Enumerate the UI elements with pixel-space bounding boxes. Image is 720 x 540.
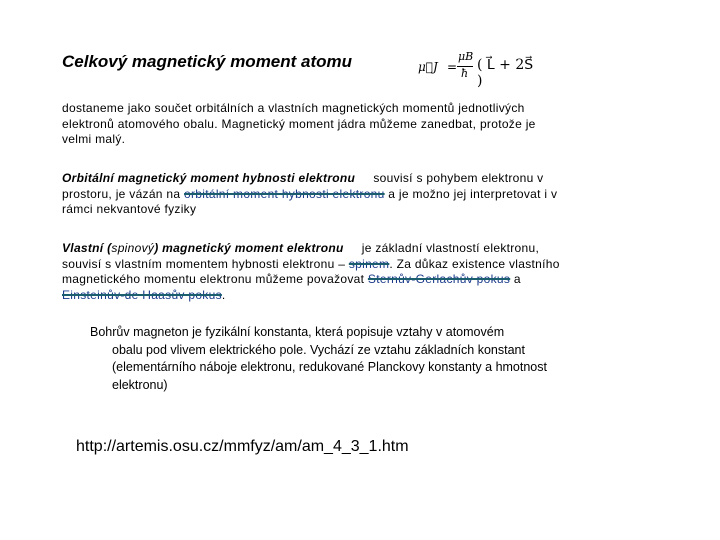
page-title: Celkový magnetický moment atomu xyxy=(62,52,353,71)
source-url[interactable]: http://artemis.osu.cz/mmfyz/am/am_4_3_1.htm xyxy=(76,438,409,455)
paragraph-spin-moment xyxy=(62,241,562,303)
spin-text-3: a xyxy=(513,272,521,286)
bohr-line-1: Bohrův magneton je fyzikální konstanta, která popisuje vztahy v atomovém xyxy=(90,325,505,339)
spin-text-4: . xyxy=(221,287,226,302)
orbital-moment-heading: Orbitální magnetický moment hybnosti elektronu xyxy=(62,171,356,185)
formula-denominator: ħ xyxy=(461,67,469,80)
bohr-rest: obalu pod vlivem elektrického pole. Vychází ze vztahu základních konstant (elementárního náboje elektronu, redukované Planckovy konstanty a hmotnost elektronu) xyxy=(112,342,547,392)
magnetic-moment-formula xyxy=(414,50,534,89)
spin-heading-a: Vlastní ( xyxy=(62,241,112,255)
spin-heading-b: spinový xyxy=(111,241,155,255)
spin-text-2: . Za důkaz existence vlastního magnetického momentu elektronu můžeme považovat xyxy=(62,256,560,286)
spin-text-1: je základní vlastností elektronu, souvisí s vlastním momentem hybnosti elektronu – xyxy=(62,241,540,271)
stern-gerlach-link[interactable]: Sternův-Gerlachův pokus xyxy=(367,272,511,286)
formula-lhs: μ⃗J xyxy=(418,60,438,74)
formula-numerator: μB xyxy=(458,50,474,63)
paragraph-bohr-magneton xyxy=(90,324,555,394)
orbital-text-1: souvisí s pohybem elektronu v prostoru, je vázán na xyxy=(62,171,544,201)
paragraph-total-moment: dostaneme jako součet orbitálních a vlastních magnetických momentů jednotlivých elektronů atomového obalu. Magnetický moment jádra můžeme zanedbat, protože je velmi malý. xyxy=(62,101,536,146)
spin-heading-c: ) magnetický moment elektronu xyxy=(154,241,344,255)
orbital-text-2: a je možno jej interpretovat i v rámci nekvantové fyziky xyxy=(62,186,558,216)
paragraph-orbital-moment xyxy=(62,171,562,218)
orbital-angular-momentum-link[interactable]: orbitální moment hybnosti elektronu xyxy=(184,186,385,201)
spin-link[interactable]: spinem xyxy=(348,256,390,271)
formula-equals: = xyxy=(447,60,458,74)
formula-rhs: ( L⃗ + 2S⃗ ) xyxy=(477,57,534,89)
einstein-de-haas-link[interactable]: Einsteinův-de Haasův pokus xyxy=(62,287,222,302)
